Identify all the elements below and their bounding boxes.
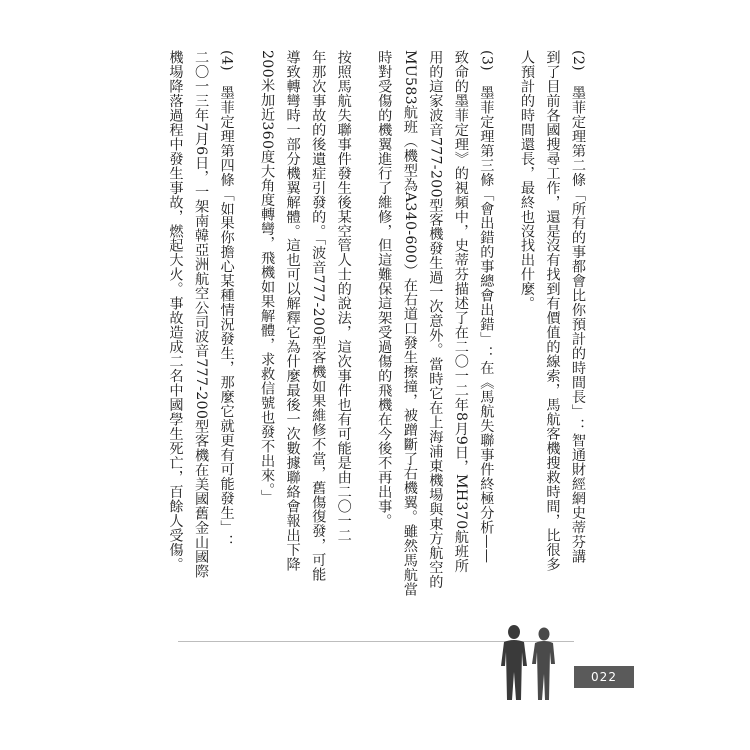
text-column: 按照馬航失聯事件發生後某空管人士的說法，這次事件也有可能是由二〇一二: [336, 50, 352, 543]
text-column: 致命的墨菲定理》的視頻中，史蒂芬描述了在二〇一二年8月9日，MH370航班所: [453, 50, 469, 573]
paragraph-gap: [362, 50, 369, 620]
page-number: 022: [574, 666, 634, 688]
text-column: 二〇一三年7月6日，一架南韓亞洲航空公司波音777-200型客機在美國舊金山國際: [193, 50, 210, 579]
text-column: 機場降落過程中發生事故，燃起大火。事故造成二名中國學生死亡，百餘人受傷。: [167, 50, 184, 572]
text-column: (4) 墨菲定理第四條「如果你擔心某種情況發生，那麼它就更有可能發生」：: [219, 50, 235, 549]
businessmen-silhouette-icon: [492, 622, 572, 702]
vertical-text-body: [168, 50, 588, 620]
person-right-icon: [532, 628, 555, 701]
person-left-icon: [501, 625, 527, 700]
text-column: 到了目前各國搜尋工作，還是沒有找到有價值的線索，馬航客機搜救時間，比很多: [544, 50, 561, 572]
text-column: 用的這家波音777-200型客機發生過一次意外。當時它在上海浦東機場與東方航空的: [427, 50, 444, 589]
text-column: 人預計的時間還長，最終也沒找出什麼。: [519, 50, 535, 311]
paragraph-gap: [504, 50, 511, 620]
text-column: (3) 墨菲定理第三條「會出錯的事總會出錯」：在《馬航失聯事件終極分析——: [478, 50, 495, 564]
text-column: MU583航班（機型為A340-600）在右道口發生擦撞，被蹭斷了右機翼。雖然馬航當: [402, 50, 418, 597]
text-column: (2) 墨菲定理第二條「所有的事都會比你預計的時間長」：智通財經網史蒂芬講: [570, 50, 586, 564]
text-column: 200米加近360度大角度轉彎，飛機如果解體，求救信號也發不出來。」: [259, 50, 276, 505]
paragraph-gap: [245, 50, 252, 620]
text-column: 時對受傷的機翼進行了維修，但這難保這架受過傷的飛機在今後不再出事。: [376, 50, 393, 528]
text-column: 導致轉彎時一部分機翼解體。這也可以解釋它為什麼最後一次數據聯絡會報出下降: [285, 50, 301, 572]
text-column: 年那次事故的後遺症引發的。「波音777-200型客機如果維修不當，舊傷復發，可能: [310, 50, 327, 582]
